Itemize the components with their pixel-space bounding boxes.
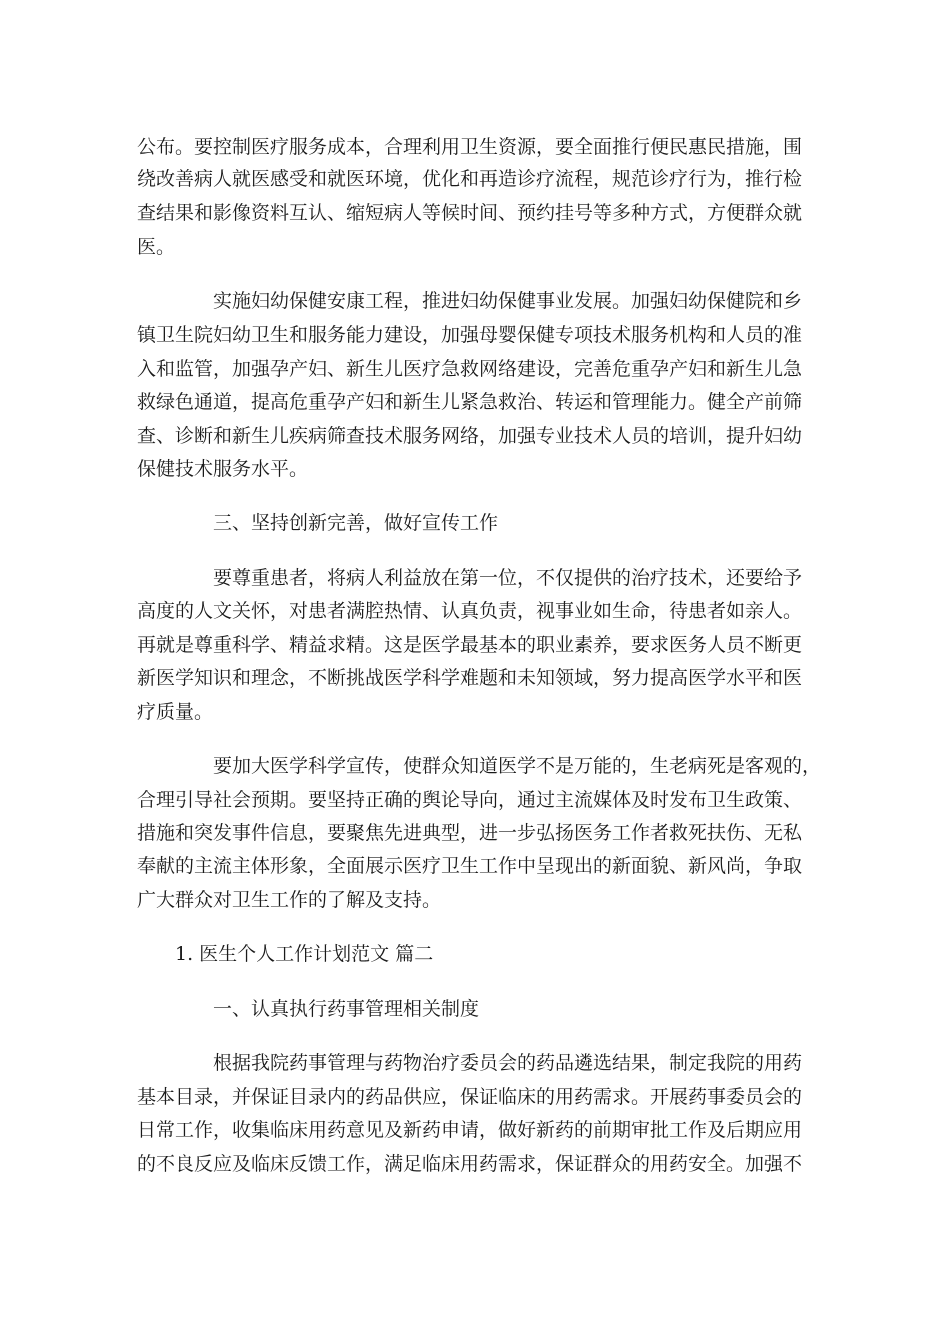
paragraph-2-line-6: 保健技术服务水平。 [137,458,309,480]
document-body [137,0,822,1344]
paragraph-2-line-1: 实施妇幼保健安康工程，推进妇幼保健事业发展。加强妇幼保健院和乡 [213,290,803,312]
section-heading-1: 一、认真执行药事管理相关制度 [213,998,480,1020]
paragraph-3-line-4: 新医学知识和理念，不断挑战医学科学难题和未知领域，努力提高医学水平和医 [137,667,803,689]
paragraph-5-line-4: 的不良反应及临床反馈工作，满足临床用药需求，保证群众的用药安全。加强不 [137,1153,803,1175]
paragraph-4-line-4: 奉献的主流主体形象，全面展示医疗卫生工作中呈现出的新面貌、新风尚，争取 [137,855,803,877]
paragraph-2-line-5: 查、诊断和新生儿疾病筛查技术服务网络，加强专业技术人员的培训，提升妇幼 [137,425,803,447]
paragraph-1-line-3: 查结果和影像资料互认、缩短病人等候时间、预约挂号等多种方式，方便群众就 [137,202,803,224]
paragraph-4-line-3: 措施和突发事件信息，要聚焦先进典型，进一步弘扬医务工作者救死扶伤、无私 [137,822,803,844]
article-heading-2: 1. 医生个人工作计划范文 篇二 [175,943,434,965]
paragraph-1-line-4: 医。 [137,236,176,258]
paragraph-4-line-2: 合理引导社会预期。要坚持正确的舆论导向，通过主流媒体及时发布卫生政策、 [137,789,803,811]
paragraph-2-line-3: 入和监管，加强孕产妇、新生儿医疗急救网络建设，完善危重孕产妇和新生儿急 [137,358,803,380]
paragraph-5-line-2: 基本目录，并保证目录内的药品供应，保证临床的用药需求。开展药事委员会的 [137,1086,803,1108]
paragraph-2-line-2: 镇卫生院妇幼卫生和服务能力建设，加强母婴保健专项技术服务机构和人员的准 [137,324,803,346]
paragraph-3-line-2: 高度的人文关怀，对患者满腔热情、认真负责，视事业如生命，待患者如亲人。 [137,600,803,622]
paragraph-4-line-1: 要加大医学科学宣传，使群众知道医学不是万能的，生老病死是客观的， [213,755,822,777]
paragraph-3-line-3: 再就是尊重科学、精益求精。这是医学最基本的职业素养，要求医务人员不断更 [137,634,803,656]
paragraph-5-line-1: 根据我院药事管理与药物治疗委员会的药品遴选结果，制定我院的用药 [213,1052,803,1074]
paragraph-3-line-1: 要尊重患者，将病人利益放在第一位，不仅提供的治疗技术，还要给予 [213,567,803,589]
paragraph-4-line-5: 广大群众对卫生工作的了解及支持。 [137,889,442,911]
paragraph-5-line-3: 日常工作，收集临床用药意见及新药申请，做好新药的前期审批工作及后期应用 [137,1119,803,1141]
paragraph-1-line-1: 公布。要控制医疗服务成本，合理利用卫生资源，要全面推行便民惠民措施，围 [137,136,803,158]
paragraph-1-line-2: 绕改善病人就医感受和就医环境，优化和再造诊疗流程，规范诊疗行为，推行检 [137,168,803,190]
section-heading-3: 三、坚持创新完善，做好宣传工作 [213,512,499,534]
paragraph-2-line-4: 救绿色通道，提高危重孕产妇和新生儿紧急救治、转运和管理能力。健全产前筛 [137,391,803,413]
paragraph-3-line-5: 疗质量。 [137,701,214,723]
